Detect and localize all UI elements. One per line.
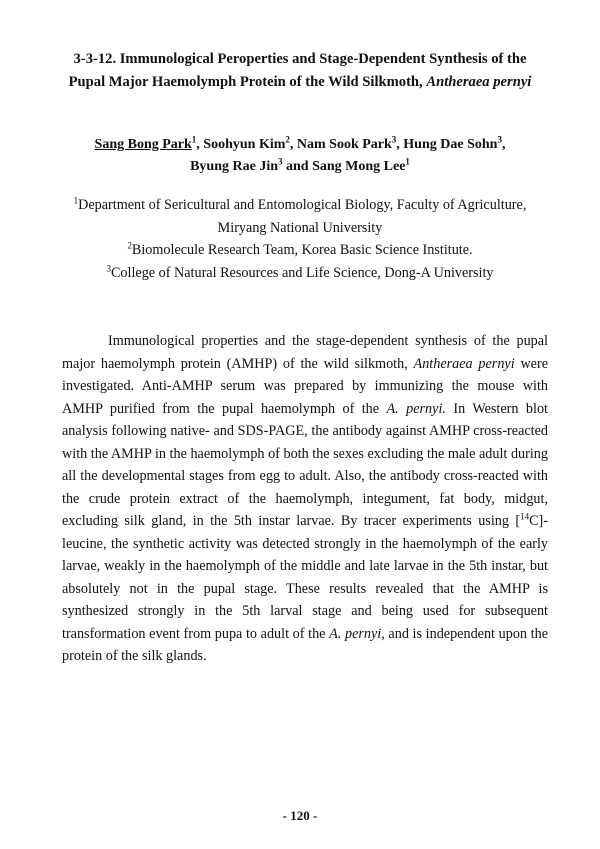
isotope-mark: 14: [520, 511, 530, 522]
author-affiliation-mark: 2: [285, 134, 290, 145]
affiliation-3: College of Natural Resources and Life Science, Dong-A University: [110, 264, 494, 281]
title-line-1: 3-3-12. Immunological Peroperties and Stage-Dependent Synthesis of the: [73, 51, 527, 67]
author-name: Nam Sook Park: [296, 137, 392, 152]
author-separator: ,: [501, 137, 506, 152]
author-separator: ,: [396, 137, 404, 152]
affiliation-mark: 2: [127, 240, 132, 251]
abstract-species: A. pernyi,: [329, 625, 385, 642]
affiliation-list: [40, 194, 560, 284]
author-affiliation-mark: 3: [391, 134, 397, 145]
author-name: Sang Bong Park: [94, 137, 192, 152]
author-affiliation-mark: 3: [497, 134, 502, 145]
author-name: Byung Rae Jin: [190, 159, 278, 174]
author-name: Sang Mong Lee: [312, 159, 406, 174]
abstract-text: In Western blot analysis following native- and SDS-PAGE, the antibody against AMHP cross-reacted with the AMHP in the haemolymph of both the sexes excluding the male adult during all the developmental stages from egg to adult. Also, the antibody cross-reacted with the crude protein extract of the haemolymph, integument, fat body, midgut, excluding silk gland, in the 5th instar larvae. By tracer experiments using [: [62, 400, 548, 529]
author-separator: and: [282, 159, 313, 174]
abstract-text: Immunological properties and the stage-dependent synthesis of the pupal major haemolymph protein (AMHP) of the wild silkmoth,: [62, 333, 548, 372]
affiliation-2: Biomolecule Research Team, Korea Basic Science Institute.: [131, 242, 473, 258]
affiliation-mark: 1: [73, 195, 79, 206]
author-affiliation-mark: 3: [278, 156, 283, 167]
affiliation-1-line-2: Miryang National University: [217, 219, 383, 236]
abstract-text: C]-leucine, the synthetic activity was detected strongly in the haemolymph of the early larvae, weakly in the haemolymph of the middle and late larvae in the 5th instar, but absolutely not in the pupal stage. These results revealed that the AMHP is synthesized strongly in the 5th larval stage and being used for subsequent transformation event from pupa to adult of the: [62, 513, 548, 642]
page-number: - 120 -: [282, 808, 318, 823]
author-name: Hung Dae Sohn: [403, 137, 498, 152]
author-list: [40, 134, 560, 178]
author-affiliation-mark: 1: [191, 134, 197, 145]
abstract-text: were investigated. Anti-AMHP serum was prepared by immunizing the mouse with AMHP purified from the pupal haemolymph of the: [62, 355, 549, 417]
author-separator: ,: [289, 137, 297, 152]
title-line-2: Pupal Major Haemolymph Protein of the Wild Silkmoth,: [68, 74, 427, 90]
paper-title: [40, 48, 560, 94]
title-species: Antheraea pernyi: [426, 74, 532, 90]
abstract-text: and is independent upon the protein of the silk glands.: [62, 625, 548, 664]
abstract-species: Antheraea pernyi: [413, 355, 515, 372]
author-separator: ,: [196, 137, 204, 152]
author-name: Soohyun Kim: [203, 137, 286, 152]
abstract-species: A. pernyi.: [386, 400, 446, 417]
affiliation-mark: 3: [106, 262, 111, 273]
author-affiliation-mark: 1: [405, 156, 410, 167]
abstract-paragraph: [62, 330, 548, 668]
affiliation-1-line-1: Department of Sericultural and Entomological Biology, Faculty of Agriculture,: [78, 197, 527, 213]
